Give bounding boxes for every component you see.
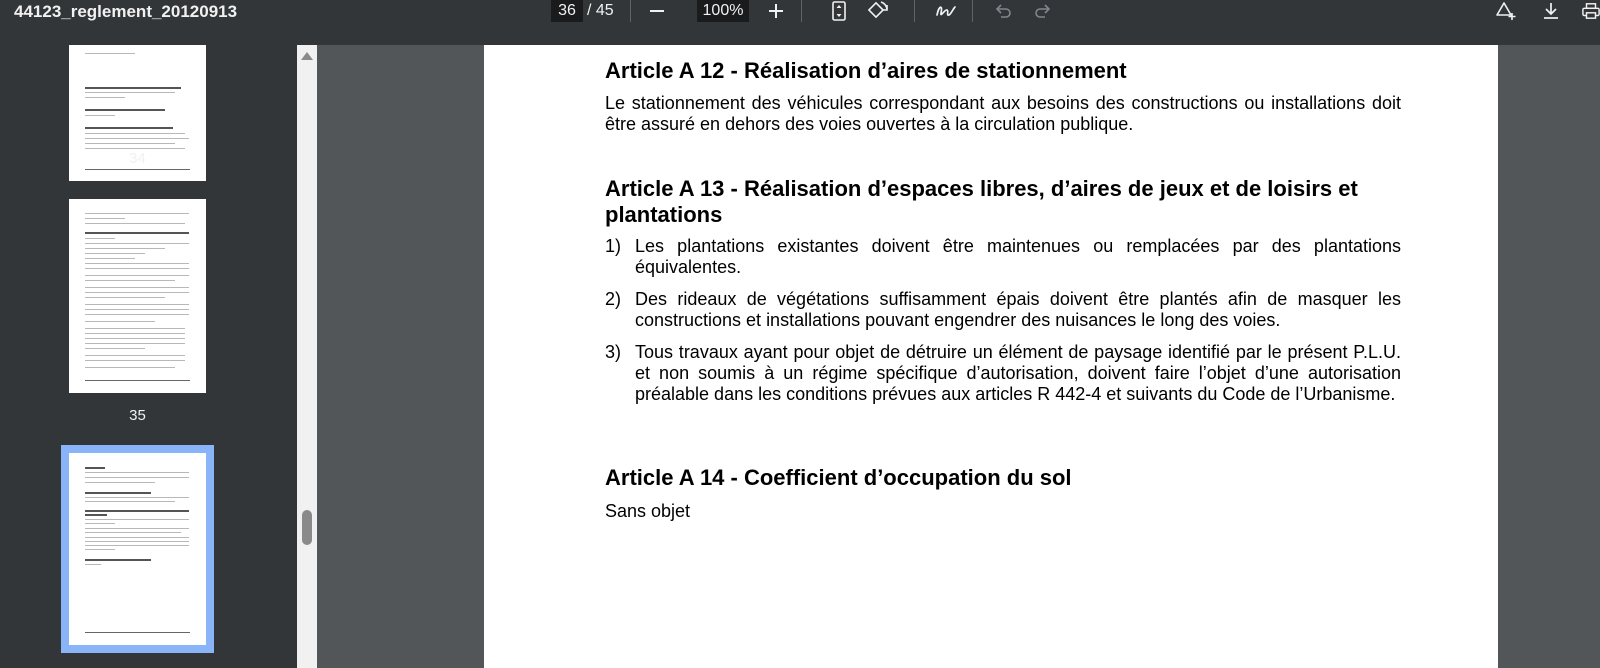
- zoom-in-button[interactable]: [766, 0, 786, 22]
- download-button[interactable]: [1540, 0, 1562, 22]
- thumb-text-line: [85, 537, 189, 538]
- thumb-text-line: [85, 472, 189, 473]
- thumb-text-line: [85, 333, 185, 334]
- redo-icon: [1034, 3, 1052, 19]
- thumb-text-line: [85, 115, 115, 116]
- thumb-text-line: [85, 263, 189, 264]
- list-item-number: 2): [605, 289, 622, 309]
- toolbar-divider: [914, 0, 915, 22]
- rotate-icon: [865, 0, 889, 22]
- page-thumbnail-label: 34: [129, 150, 146, 167]
- thumb-text-line: [85, 253, 145, 254]
- thumb-text-line: [85, 268, 189, 269]
- zoom-input[interactable]: [697, 0, 749, 22]
- thumb-text-line: [85, 258, 135, 259]
- thumb-text-line: [85, 127, 173, 129]
- thumb-text-line: [85, 328, 185, 329]
- thumb-text-line: [85, 523, 115, 524]
- plus-icon: [768, 3, 784, 19]
- document-title: 44123_reglement_20120913: [14, 2, 238, 21]
- thumb-footer-line: [85, 169, 190, 170]
- thumb-text-line: [85, 541, 189, 542]
- thumb-text-line: [85, 287, 189, 288]
- thumb-text-line: [85, 321, 155, 322]
- thumb-text-line: [85, 218, 125, 219]
- list-item-text: Des rideaux de végétations suffisamment épais doivent être plantés afin de masquer les constructions et installations pouvant engendrer des nuisances le long des voies.: [635, 289, 1401, 330]
- thumbnail-sidebar: [0, 45, 297, 668]
- toolbar-divider: [801, 0, 802, 22]
- thumb-text-line: [85, 360, 185, 361]
- draw-button[interactable]: [934, 0, 958, 22]
- undo-icon: [994, 3, 1012, 19]
- thumb-text-line: [85, 477, 189, 478]
- thumb-text-line: [85, 275, 189, 276]
- zoom-out-button[interactable]: [647, 0, 667, 22]
- thumb-text-line: [85, 87, 181, 89]
- print-button[interactable]: [1582, 0, 1600, 22]
- thumb-footer-line: [85, 632, 190, 633]
- pdf-page: [484, 45, 1498, 668]
- thumb-text-line: [85, 309, 189, 310]
- thumb-text-line: [85, 314, 189, 315]
- thumb-footer-line: [85, 380, 190, 381]
- thumb-text-line: [85, 367, 175, 368]
- thumb-text-line: [85, 248, 165, 249]
- page-thumbnail-35[interactable]: [69, 199, 206, 393]
- thumb-text-line: [85, 343, 185, 344]
- thumb-text-line: [85, 148, 185, 149]
- print-icon: [1582, 2, 1600, 20]
- thumb-text-line: [85, 292, 189, 293]
- article-a14-body: Sans objet: [605, 501, 691, 521]
- thumb-text-line: [85, 97, 125, 98]
- article-a13-heading: Article A 13 - Réalisation d’espaces libres, d’aires de jeux et de loisirs et plantations: [605, 176, 1358, 227]
- thumb-text-line: [85, 232, 189, 234]
- minus-icon: [649, 3, 665, 19]
- toolbar-divider: [630, 0, 631, 22]
- page-thumbnail-label: 35: [129, 407, 146, 424]
- pdf-toolbar: [0, 0, 1600, 45]
- sidebar-scrollbar[interactable]: [297, 45, 317, 668]
- article-a12-body: Le stationnement des véhicules correspondant aux besoins des constructions ou installations doit être assuré en dehors des voies ouvertes à la circulation publique.: [605, 93, 1401, 134]
- thumb-text-line: [85, 559, 151, 561]
- thumb-text-line: [85, 109, 165, 111]
- toolbar-divider: [972, 0, 973, 22]
- page-thumbnail-36[interactable]: [69, 453, 206, 645]
- scroll-up-arrow-icon[interactable]: [301, 52, 313, 60]
- thumb-text-line: [85, 467, 105, 469]
- list-item-number: 3): [605, 342, 622, 362]
- thumb-text-line: [85, 501, 175, 502]
- article-a14-heading: Article A 14 - Coefficient d’occupation du sol: [605, 465, 1072, 490]
- thumb-text-line: [85, 223, 185, 224]
- ai-sparkle-icon: [1495, 1, 1517, 21]
- scrollbar-thumb[interactable]: [302, 510, 312, 545]
- draw-icon: [935, 1, 957, 21]
- thumb-text-line: [85, 143, 175, 144]
- article-a12-heading: Article A 12 - Réalisation d’aires de stationnement: [605, 58, 1127, 83]
- thumb-text-line: [85, 243, 189, 244]
- list-item-text: Les plantations existantes doivent être maintenues ou remplacées par des plantations équivalentes.: [635, 236, 1401, 277]
- thumb-text-line: [85, 338, 185, 339]
- thumb-text-line: [85, 133, 185, 134]
- thumb-text-line: [85, 297, 165, 298]
- download-icon: [1542, 2, 1560, 20]
- thumb-text-line: [85, 528, 189, 529]
- thumb-text-line: [85, 492, 151, 494]
- thumb-text-line: [85, 545, 189, 546]
- thumb-text-line: [85, 355, 185, 356]
- thumb-text-line: [85, 280, 175, 281]
- thumb-text-line: [85, 549, 115, 550]
- thumb-text-line: [85, 238, 115, 239]
- thumb-text-line: [85, 514, 107, 516]
- undo-button[interactable]: [993, 0, 1013, 22]
- redo-button[interactable]: [1033, 0, 1053, 22]
- list-item-text: Tous travaux ayant pour objet de détruire un élément de paysage identifié par le présent P.L.U. et non soumis à un régime spécifique d’autorisation, doivent faire l’objet d’une autorisation préalable dans les conditions prévues aux articles R 442-4 et suivants du Code de l’Urbanisme.: [635, 342, 1401, 404]
- document-viewer[interactable]: [317, 45, 1600, 668]
- thumb-text-line: [85, 304, 189, 305]
- list-item-number: 1): [605, 236, 622, 256]
- thumb-text-line: [85, 519, 189, 520]
- thumb-text-line: [85, 564, 101, 565]
- rotate-button[interactable]: [864, 0, 890, 22]
- ai-button[interactable]: [1494, 0, 1518, 22]
- thumb-text-line: [85, 497, 189, 498]
- thumb-text-line: [85, 92, 175, 93]
- fit-page-button[interactable]: [829, 0, 849, 22]
- thumb-text-line: [85, 138, 189, 139]
- page-number-input[interactable]: [551, 0, 583, 22]
- thumb-text-line: [85, 482, 155, 483]
- thumb-text-line: [85, 348, 145, 349]
- fit-page-icon: [832, 1, 846, 21]
- thumb-text-line: [85, 532, 181, 533]
- thumb-text-line: [85, 53, 135, 54]
- page-total: / 45: [587, 2, 614, 19]
- thumb-text-line: [85, 510, 189, 512]
- thumb-text-line: [85, 213, 189, 214]
